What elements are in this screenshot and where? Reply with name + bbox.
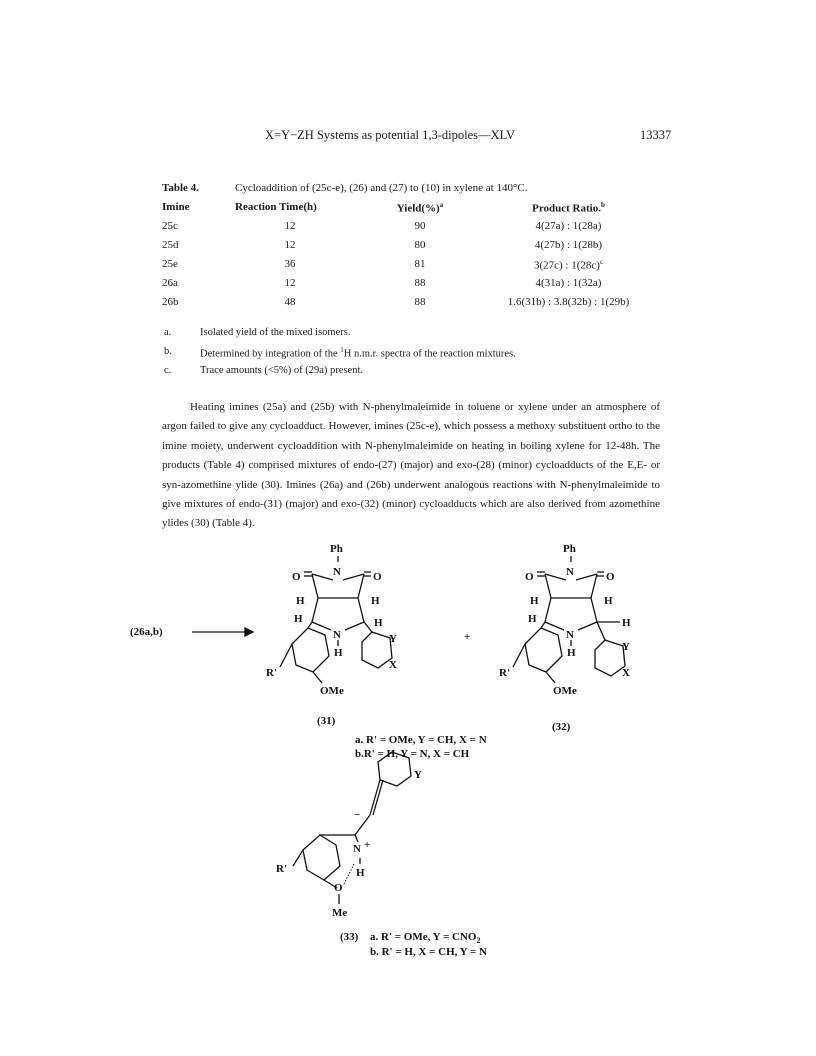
reactant-label: (26a,b) xyxy=(130,626,163,638)
atom-label: N xyxy=(333,566,341,578)
atom-label: Me xyxy=(332,907,348,919)
running-title: X=Y−ZH Systems as potential 1,3-dipoles—XLV xyxy=(265,128,516,142)
plus-sign: + xyxy=(464,631,471,643)
compound-33-label: (33) xyxy=(340,931,359,943)
atom-label: O xyxy=(334,882,343,894)
atom-label: Ph xyxy=(330,543,343,555)
atom-label: N xyxy=(353,843,361,855)
column-header: Product Ratio.$^b$ xyxy=(532,201,605,215)
body-paragraph: Heating imines (25a) and (25b) with N-phenylmaleimide in toluene or xylene under an atmosphere of argon failed to give any cycloadduct. However, imines (25c-e), which possess a methoxy substituent ortho to the imine moiety, underwent cycloaddition with N-phenylmaleimide on heating in boiling xylene for 12-48h. The products (Table 4) comprised mixtures of endo-(27) (major) and exo-(28) (minor) cycloadducts of the E,E- or syn-azomethine ylide (30). Imines (26a) and (26b) underwent analogous reactions with N-phenylmaleimide to give mixtures of endo-(31) (major) and exo-(32) (minor) cycloadducts which are also derived from azomethine ylides (30) (Table 4). xyxy=(162,401,660,530)
atom-label: H xyxy=(294,613,303,625)
atom-label: H xyxy=(567,647,576,659)
page-number: 13337 xyxy=(640,128,672,142)
compound-31-label: (31) xyxy=(317,715,336,727)
atom-label: R' xyxy=(276,863,287,875)
atom-label: O xyxy=(606,571,615,583)
table-label: Table 4. xyxy=(162,182,199,194)
atom-label: H xyxy=(604,595,613,607)
atom-label: X xyxy=(389,659,397,671)
atom-label: OMe xyxy=(553,685,577,697)
atom-label: R' xyxy=(499,667,510,679)
legend-line: b.R' = H, Y = N, X = CH xyxy=(355,748,470,760)
legend-line: a. R' = OMe, $Y = CNO_2$ xyxy=(370,931,481,945)
atom-label: N xyxy=(566,629,574,641)
table-row: 26b 48 88 1.6(31b) : 3.8(32b) : 1(29b) xyxy=(162,296,630,308)
atom-label: N xyxy=(333,629,341,641)
atom-label: H xyxy=(530,595,539,607)
atom-label: Y xyxy=(414,769,422,781)
atom-label: O xyxy=(292,571,301,583)
table-row: 25e 36 81 3(27c) : $1(28c)^c$ xyxy=(162,258,604,272)
atom-label: H xyxy=(371,595,380,607)
atom-label: − xyxy=(354,809,361,821)
atom-label: H xyxy=(296,595,305,607)
atom-label: Ph xyxy=(563,543,576,555)
atom-label: H xyxy=(528,613,537,625)
table-caption: Cycloaddition of (25c-e), (26) and (27) to (10) in xylene at 140°C. xyxy=(235,182,528,194)
atom-label: + xyxy=(364,839,371,851)
table-row: 25d 12 80 4(27b) : 1(28b) xyxy=(162,239,603,251)
column-header: Yield(%)$^a$ xyxy=(396,201,444,215)
table-row: 25c 12 90 4(27a) : 1(28a) xyxy=(162,220,602,232)
atom-label: X xyxy=(622,667,630,679)
atom-label: H xyxy=(374,617,383,629)
atom-label: O xyxy=(373,571,382,583)
column-header: Imine xyxy=(162,201,190,213)
atom-label: R' xyxy=(266,667,277,679)
atom-label: OMe xyxy=(320,685,344,697)
table-row: 26a 12 88 4(31a) : 1(32a) xyxy=(162,277,602,289)
atom-label: O xyxy=(525,571,534,583)
atom-label: Y xyxy=(622,641,630,653)
compound-32-label: (32) xyxy=(552,721,571,733)
legend-line: b. R' = H, X = CH, Y = N xyxy=(370,946,487,958)
legend-line: a. R' = OMe, Y = CH, X = N xyxy=(355,734,487,746)
atom-label: H xyxy=(356,867,365,879)
atom-label: N xyxy=(566,566,574,578)
atom-label: H xyxy=(622,617,631,629)
column-header: Reaction Time(h) xyxy=(235,201,317,213)
atom-label: H xyxy=(334,647,343,659)
atom-label: Y xyxy=(389,633,397,645)
